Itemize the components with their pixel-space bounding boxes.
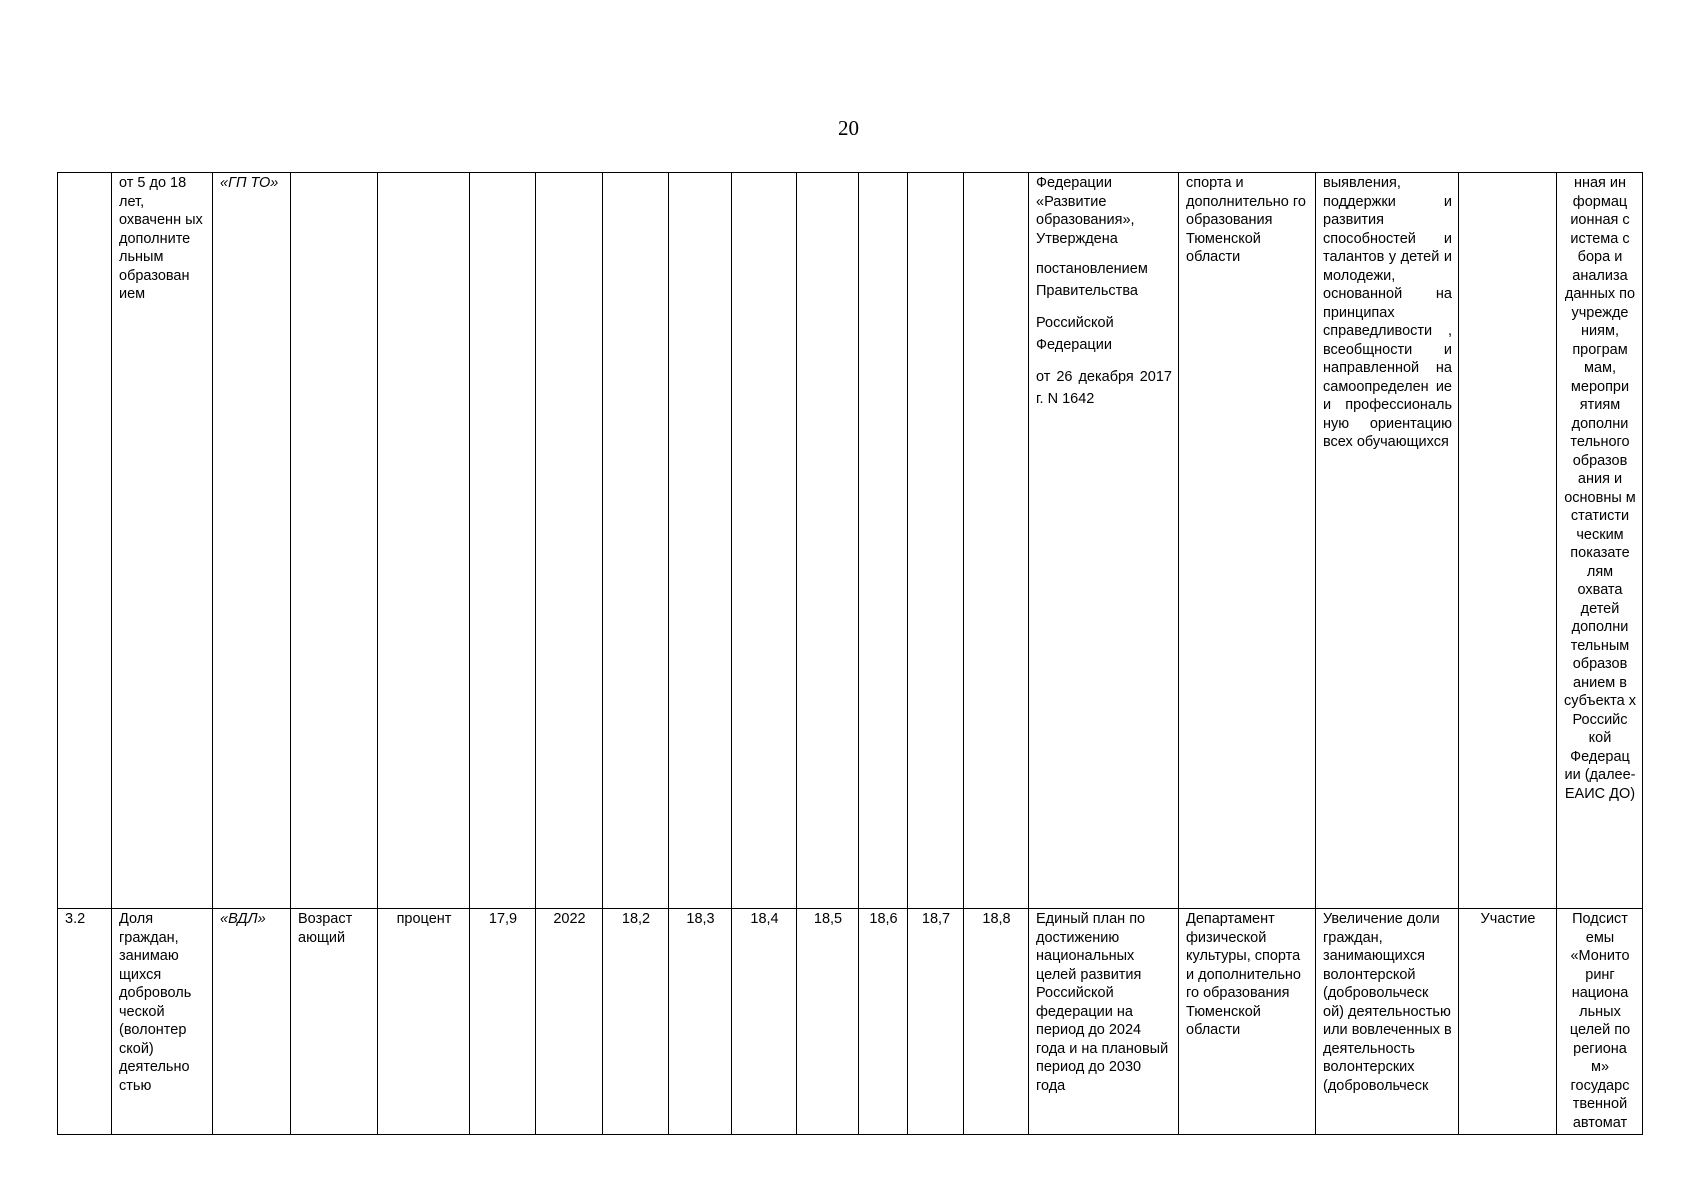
cell-number: 3.2 [58, 909, 112, 1135]
cell-base-year: 2022 [536, 909, 603, 1135]
cell-info-system: нная ин формац ионная с истема с бора и анализа данных по учрежде ниям, програм мам, меропри ятиям дополни тельного образов ания и основны м статисти ческим показате лям охвата детей дополни тельным образов анием в субъекта х Российс кой Федерац ии (далее- ЕАИС ДО) [1557, 173, 1643, 909]
cell-number [58, 173, 112, 909]
cell-value [732, 173, 797, 909]
cell-unit: процент [378, 909, 470, 1135]
table-row [58, 909, 1643, 1135]
cell-responsible: спорта и дополнительно го образования Тюменской области [1179, 173, 1316, 909]
cell-indicator-name: от 5 до 18 лет, охваченн ых дополните льным образован ием [112, 173, 213, 909]
cell-unit [378, 173, 470, 909]
cell-value [964, 173, 1029, 909]
cell-indicator-code: «ВДЛ» [213, 909, 291, 1135]
cell-document: Единый план по достижению национальных целей развития Российской федерации на период до 2024 года и на плановый период до 2030 года [1029, 909, 1179, 1135]
cell-indicator-code: «ГП ТО» [213, 173, 291, 909]
cell-value: 18,3 [669, 909, 732, 1135]
cell-value: 18,2 [603, 909, 669, 1135]
cell-participation [1459, 173, 1557, 909]
document-line: «Развитие образования», Утверждена [1036, 193, 1135, 247]
cell-value [669, 173, 732, 909]
cell-base-value [470, 173, 536, 909]
cell-participation: Участие [1459, 909, 1557, 1135]
table-row [58, 173, 1643, 909]
document-line: от 26 декабря 2017 г. N 1642 [1036, 369, 1172, 407]
document-line: постановлением Правительства [1036, 261, 1148, 299]
page-number: 20 [838, 116, 859, 140]
document-line: Федерации [1036, 175, 1112, 191]
cell-connection: выявления, поддержки и развития способностей и талантов у детей и молодежи, основанной на принципах справедливости , всеобщности и направленной на самоопределен ие и профессиональ ную ориентацию всех обучающихся [1316, 173, 1459, 909]
cell-info-system: Подсист емы «Монито ринг национа льных целей по регионa м» государс твенной автомат [1557, 909, 1643, 1135]
cell-responsible: Департамент физической культуры, спорта и дополнительно го образования Тюменской области [1179, 909, 1316, 1135]
cell-value [603, 173, 669, 909]
cell-value [908, 173, 964, 909]
cell-value: 18,7 [908, 909, 964, 1135]
cell-value: 18,5 [797, 909, 859, 1135]
cell-trend [291, 173, 378, 909]
document-line: Российской Федерации [1036, 315, 1114, 353]
cell-connection: Увеличение доли граждан, занимающихся волонтерской (добровольческ ой) деятельностью или вовлеченных в деятельность волонтерских (добровольческ [1316, 909, 1459, 1135]
cell-value [859, 173, 908, 909]
cell-value [797, 173, 859, 909]
cell-value: 18,8 [964, 909, 1029, 1135]
cell-base-value: 17,9 [470, 909, 536, 1135]
cell-value: 18,6 [859, 909, 908, 1135]
cell-value: 18,4 [732, 909, 797, 1135]
cell-base-year [536, 173, 603, 909]
cell-indicator-name: Доля граждан, занимаю щихся доброволь ческой (волонтер ской) деятельно стью [112, 909, 213, 1135]
cell-trend: Возраст ающий [291, 909, 378, 1135]
indicator-table [57, 172, 1643, 1135]
cell-document [1029, 173, 1179, 909]
